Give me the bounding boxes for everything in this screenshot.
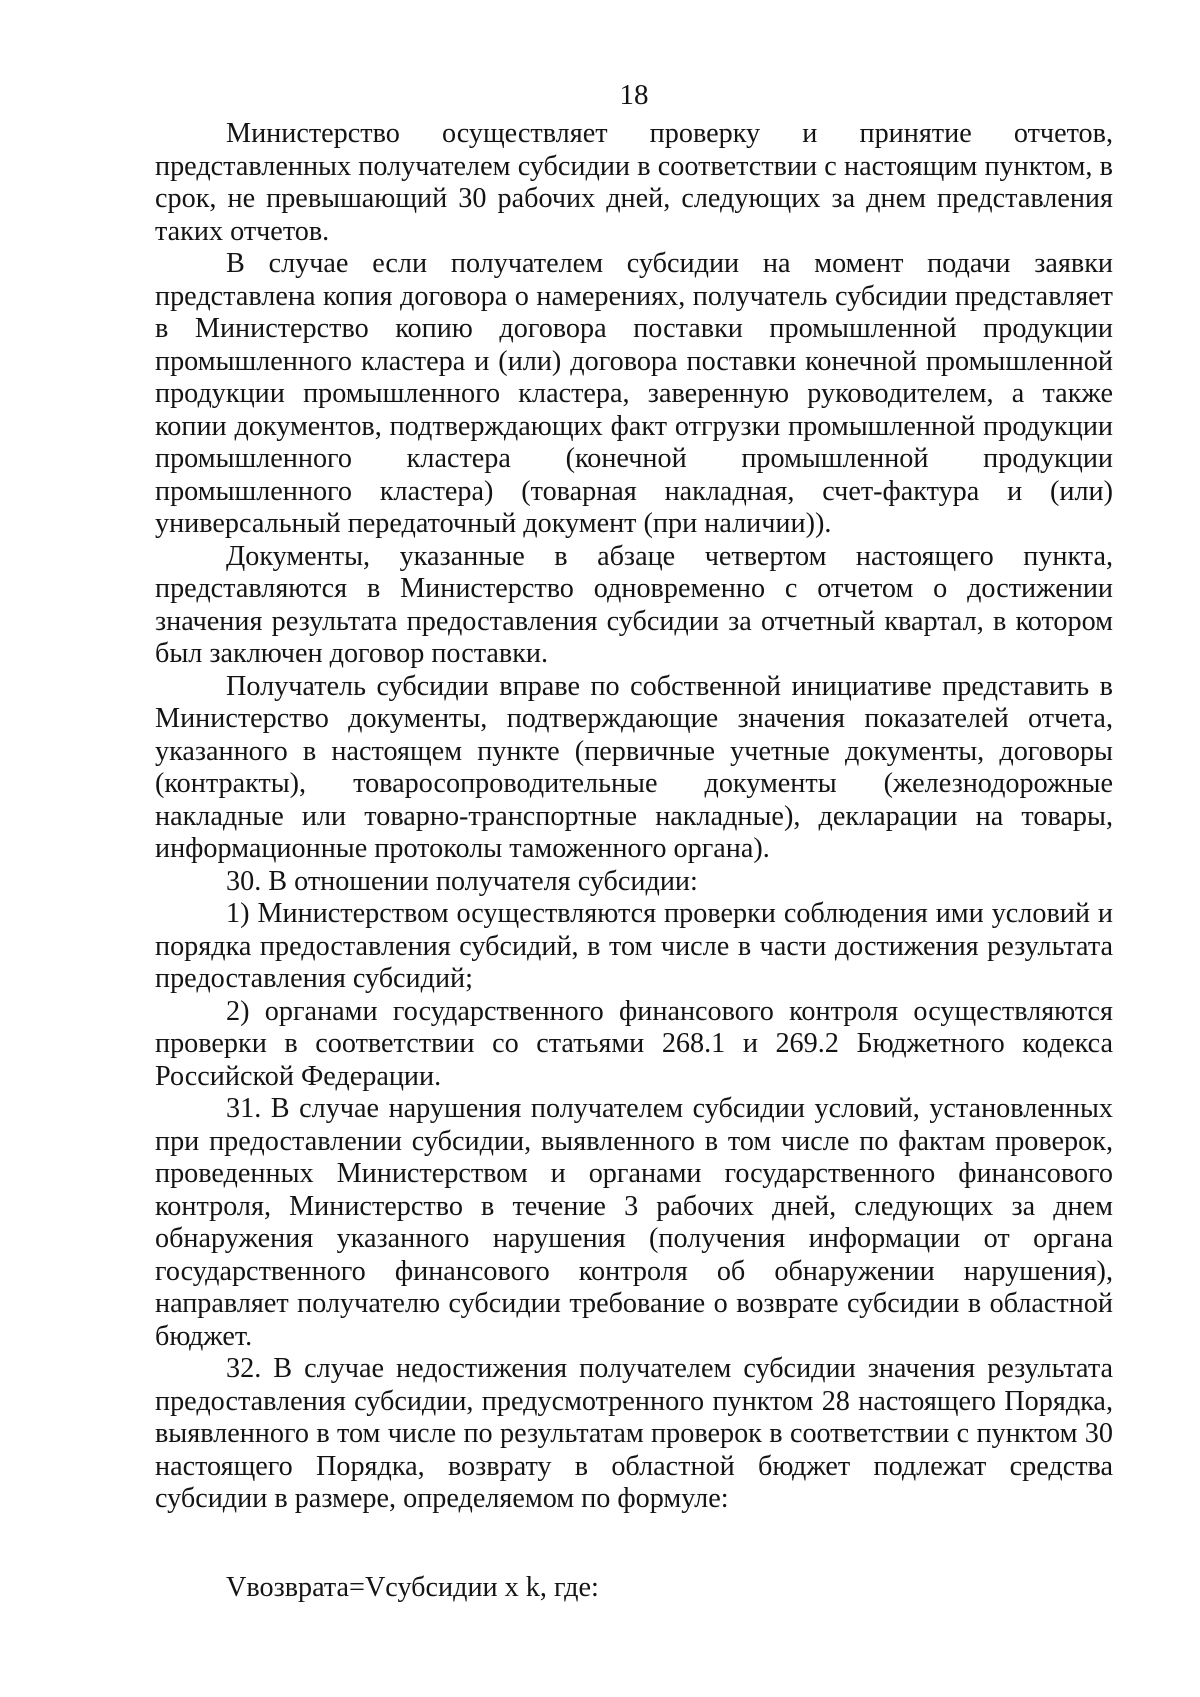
clause-30-item-1: 1) Министерством осуществляются проверки соблюдения ими условий и порядка предоставления субсидий, в том числе в части достижения результата предоставления субсидий; [155, 898, 1113, 994]
page-number: 18 [619, 79, 649, 111]
clause-30-item-2: 2) органами государственного финансового контроля осуществляются проверки в соответствии со статьями 268.1 и 269.2 Бюджетного кодекса Российской Федерации. [155, 995, 1113, 1092]
paragraph-intent-contract: В случае если получателем субсидии на момент подачи заявки представлена копия договора о намерениях, получатель субсидии представляет в Министерство копию договора поставки промышленной продукции промышленного кластера и (или) договора поставки конечной промышленной продукции промышленного кластера, заверенную руководителем, а также копии документов, подтверждающих факт отгрузки промышленной продукции промышленного кластера (конечной промышленной продукции промышленного кластера) (товарная накладная, счет-фактура и (или) универсальный передаточный документ (при наличии)). [155, 248, 1113, 539]
refund-formula: Vвозврата=Vсубсидии x k, где: [226, 1571, 599, 1603]
paragraph-report-verification: Министерство осуществляет проверку и принятие отчетов, представленных получателем субсидии в соответствии с настоящим пунктом, в срок, не превышающий 30 рабочих дней, следующих за днем представления таких отчетов. [155, 118, 1113, 247]
document-body [155, 118, 1113, 1604]
paragraph-own-initiative: Получатель субсидии вправе по собственной инициативе представить в Министерство документы, подтверждающие значения показателей отчета, указанного в настоящем пункте (первичные учетные документы, договоры (контракты), товаросопроводительные документы (железнодорожные накладные или товарно-транспортные накладные), декларации на товары, информационные протоколы таможенного органа). [155, 670, 1113, 864]
paragraph-documents-submission: Документы, указанные в абзаце четвертом настоящего пункта, представляются в Министерство одновременно с отчетом о достижении значения результата предоставления субсидии за отчетный квартал, в котором был заключен договор поставки. [155, 540, 1113, 669]
clause-32: 32. В случае недостижения получателем субсидии значения результата предоставления субсидии, предусмотренного пунктом 28 настоящего Порядка, выявленного в том числе по результатам проверок в соответствии с пунктом 30 настоящего Порядка, возврату в областной бюджет подлежат средства субсидии в размере, определяемом по формуле: [155, 1353, 1113, 1514]
clause-31: 31. В случае нарушения получателем субсидии условий, установленных при предоставлении субсидии, выявленного в том числе по фактам проверок, проведенных Министерством и органами государственного финансового контроля, Министерство в течение 3 рабочих дней, следующих за днем обнаружения указанного нарушения (получения информации от органа государственного финансового контроля об обнаружении нарушения), направляет получателю субсидии требование о возврате субсидии в областной бюджет. [155, 1093, 1113, 1352]
clause-30-heading: 30. В отношении получателя субсидии: [226, 865, 698, 897]
